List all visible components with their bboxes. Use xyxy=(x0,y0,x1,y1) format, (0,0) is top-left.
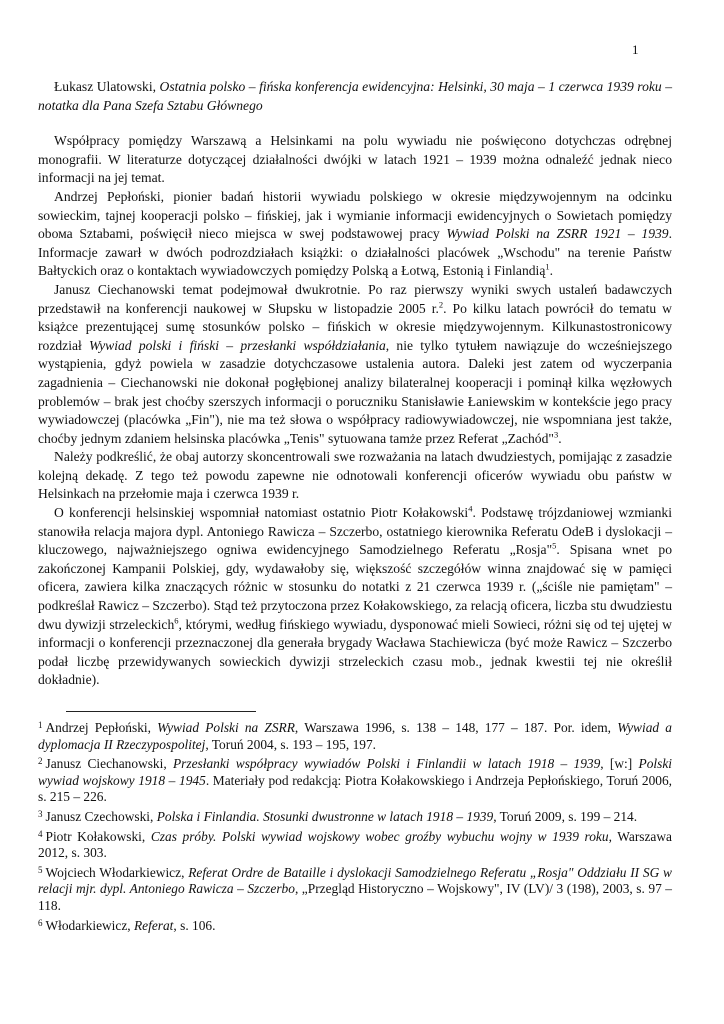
text-segment: Janusz Ciechanowski temat podejmował dwukrotnie. Po raz pierwszy wyniki swych ustaleń badawczych przedstawił na konferencji naukowej w Słupsku w listopadzie 2005 r. xyxy=(38,281,672,316)
text-segment: . xyxy=(549,263,554,279)
text-segment: Włodarkiewicz, xyxy=(45,917,134,933)
paragraph-2 xyxy=(38,188,672,281)
footnote-number: 4 xyxy=(38,828,43,839)
footnote-3 xyxy=(38,806,672,826)
text-segment: , Warszawa 2012, s. 303. xyxy=(38,828,672,861)
text-segment: , Toruń 2004, s. 193 – 195, 197. xyxy=(205,736,377,752)
footnote-1 xyxy=(38,717,672,753)
footnote-number: 3 xyxy=(38,808,43,819)
footnote-ref: 1 xyxy=(545,261,550,272)
paragraph-1: Współpracy pomiędzy Warszawą a Helsinkami na polu wywiadu nie poświęcono dotychczas odrębnej monografii. W literaturze dotyczącej działalności dwójki w latach 1921 – 1939 można odnaleźć jednak nieco informacji na jej temat. xyxy=(38,133,672,186)
text-segment: , Warszawa 1996, s. 138 – 148, 177 – 187. Por. idem, xyxy=(294,720,618,735)
footnote-ref: 4 xyxy=(468,503,473,514)
footnote-4 xyxy=(38,826,672,862)
text-segment: Andrzej Pepłoński, xyxy=(45,720,158,735)
italic-title: Wywiad polski i fiński – przesłanki współdziałania xyxy=(89,337,386,353)
footnote-number: 2 xyxy=(38,756,43,767)
italic-title: Wywiad a dyplomacja II Rzeczypospolitej xyxy=(38,720,672,752)
text-segment: , którymi, według fińskiego wywiadu, dysponować mieli Sowieci, różni się od tej ujętej w informacji o konferencji przeznaczonej dla generała brygady Wacława Stachiewicza (być może Rawicz – Szczerbo podał liczbę przewidywanych sowieckich dywizji strzeleckich czasu mob., jednak kwestii tej nie określił dokładnie). xyxy=(38,616,672,688)
italic-title: Polski wywiad wojskowy 1918 – 1945 xyxy=(38,756,672,788)
footnote-ref: 6 xyxy=(174,615,179,626)
footnote-ref: 5 xyxy=(552,540,557,551)
text-segment: , Toruń 2009, s. 199 – 214. xyxy=(493,808,638,824)
text-segment: Andrzej Pepłoński, pionier badań historii wywiadu polskiego w okresie międzywojennym na odcinku sowieckim, tajnej kooperacji polsko – fińskiej, jak i wymianie informacji ewidencyjnych o Sowietach pomiędzy obома Sztabami, poświęcił nieco miejsca w swej podstawowej pracy xyxy=(38,188,672,242)
text-segment: . Podstawę trójzdaniowej wzmianki stanowiła relacja majora dypl. Antoniego Rawicza – Szczerbo, ostatniego kierownika Referatu OdeB i dyslokacji – kluczowego, najważniejszego ogniwa ewidencyjnego Samodzielnego Referatu „Rosja" xyxy=(38,505,673,558)
footnote-2 xyxy=(38,753,672,806)
main-content xyxy=(38,78,672,690)
document-title xyxy=(38,78,672,115)
text-segment: Wojciech Włodarkiewicz, xyxy=(45,864,189,880)
text-segment: , s. 106. xyxy=(173,917,216,933)
footnote-number: 1 xyxy=(38,720,43,730)
text-segment: . xyxy=(558,430,562,446)
body-text xyxy=(38,132,672,690)
footnote-5 xyxy=(38,862,672,915)
text-segment: Piotr Kołakowski, xyxy=(45,828,151,844)
paragraph-3 xyxy=(38,281,672,448)
italic-title: Referat xyxy=(133,917,174,933)
paragraph-4: Należy podkreślić, że obaj autorzy skoncentrowali swe rozważania na latach dwudziestych, pomijając z zasadzie kolejną dekadę. Z tego też powodu zapewne nie odnotowali konferencji oficerów wywiadu obu państw w Helsinkach na przełomie maja i czerwca 1939 r. xyxy=(38,449,672,502)
text-segment: , [w:] xyxy=(600,756,639,772)
text-segment: O konferencji helsinskiej wspomniał natomiast ostatnio Piotr Kołakowski xyxy=(54,505,469,521)
text-segment: , „Przegląd Historyczno – Wojskowy", IV (LV)/ 3 (198), 2003, s. 97 – 118. xyxy=(38,881,672,913)
italic-title: Polska i Finlandia. Stosunki dwustronne w latach 1918 – 1939 xyxy=(156,808,494,824)
italic-title: Wywiad Polski na ZSRR 1921 – 1939 xyxy=(446,226,669,242)
title-italic: Ostatnia polsko – fińska konferencja ewidencyjna: Helsinki, 30 maja – 1 czerwca 1939 roku – notatka dla Pana Szefa Sztabu Głównego xyxy=(38,79,672,113)
page-number: 1 xyxy=(632,42,639,57)
title-author: Łukasz Ulatowski, xyxy=(54,79,160,94)
text-segment: . Spisana wnet po zakończonej Kampanii Polskiej, gdy, wydawałoby się, większość szczegółów winna znajdować się w pamięci oficera, zawiera kilka znaczących różnic w stosunku do notatki z 21 czerwca 1939 r. („ściśle nie pamiętam" – podkreślał Rawicz – Szczerbo). Stąd też przytoczona przez Kołakowskiego, za relacją oficera, liczba stu dwudziestu dwu dywizji strzeleckich xyxy=(38,542,673,632)
italic-title: Wywiad Polski na ZSRR xyxy=(157,720,295,735)
footnote-number: 6 xyxy=(38,917,43,928)
paragraph-5 xyxy=(38,504,672,690)
text-segment: . Po kilku latach powrócił do tematu w książce prezentującej sumę stosunków polsko – fińskich w okresie międzywojennym. Kilkunastostronicowy rozdział xyxy=(38,300,672,353)
footnotes xyxy=(38,711,672,934)
italic-title: Czas próby. Polski wywiad wojskowy wobec groźby wybuchu wojny w 1939 roku xyxy=(150,828,609,844)
footnote-divider xyxy=(66,711,256,712)
footnote-ref: 3 xyxy=(553,429,559,440)
footnote-number: 5 xyxy=(38,864,43,875)
footnote-6 xyxy=(38,915,672,935)
footnote-ref: 2 xyxy=(438,299,444,309)
text-segment: Janusz Czechowski, xyxy=(45,808,157,824)
text-segment: , nie tylko tytułem nawiązuje do wcześniejszego wystąpienia, gdyż powiela w zasadzie dotychczasowe ustalenia autora. Daleki jest zatem od wyczerpania zagadnienia – Ciechanowski nie dokonał pogłębionej analizy bilateralnej kooperacji i pominął kilka węzłowych problemów – brak jest choćby szerszych informacji o poruczniku Stanisławie Łaniewskim w kontekście jego pracy wywiadowczej (placówka „Fin"), nie ma też słowa o współpracy radiowywiadowczej, nie wspomniana jest także, choćby jednym zdaniem helsinska placówka „Tenis" sytuowana tamże przez Referat „Zachód" xyxy=(38,337,672,446)
text-segment: Janusz Ciechanowski, xyxy=(45,756,173,772)
text-segment: . Materiały pod redakcją: Piotra Kołakowskiego i Andrzeja Pepłońskiego, Toruń 2006, s. 215 – 226. xyxy=(38,772,673,805)
text-segment: . Informacje zawarł w dwóch podrozdziałach książki: o działalności placówek „Wschodu" na terenie Państw Bałtyckich oraz o kontaktach wywiadowczych pomiędzy Polską a Łotwą, Estonią i Finlandią xyxy=(38,226,672,279)
italic-title: Referat Ordre de Bataille i dyslokacji Samodzielnego Referatu „Rosja" Oddziału II SG w relacji mjr. dypl. Antoniego Rawicza – Szczerbo xyxy=(38,864,672,897)
italic-title: Przesłanki współpracy wywiadów Polski i Finlandii w latach 1918 – 1939 xyxy=(172,756,601,772)
